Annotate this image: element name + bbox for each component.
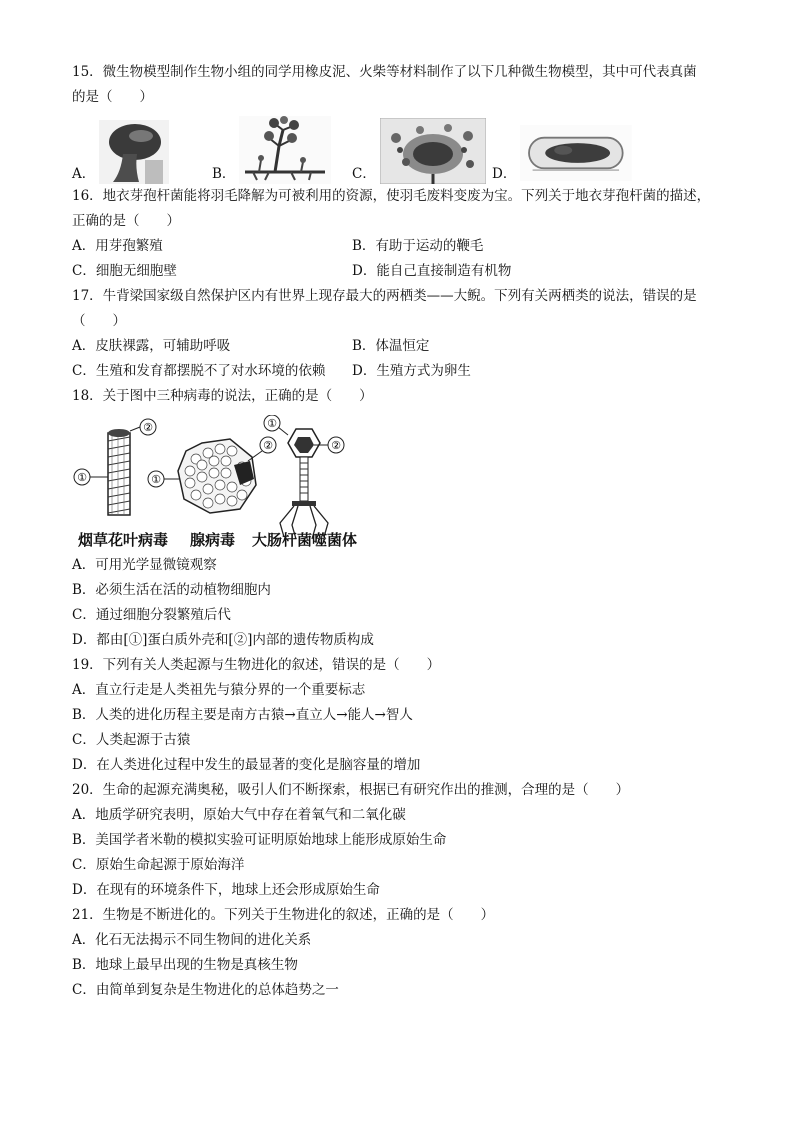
question-20 xyxy=(72,778,732,903)
option-label: B． xyxy=(212,166,236,182)
virus-diagram xyxy=(72,415,372,547)
mold-sporangium-model-image xyxy=(380,118,486,184)
option-label: C． xyxy=(352,166,376,182)
question-16-stem-line2: 正确的是（ ） xyxy=(72,213,180,229)
caption-bacteriophage: 大肠杆菌噬菌体 xyxy=(252,531,358,549)
question-16-option-d: D．能自己直接制造有机物 xyxy=(352,263,512,279)
mold-hyphae-model-image xyxy=(239,116,331,184)
question-17-options-row2 xyxy=(72,359,732,384)
question-17-stem-line2: （ ） xyxy=(72,313,126,329)
question-20-option-d: D．在现有的环境条件下，地球上还会形成原始生命 xyxy=(72,882,380,898)
question-17-option-b: B．体温恒定 xyxy=(352,338,430,354)
tobacco-mosaic-virus-diagram xyxy=(90,427,140,515)
question-16-options-row2 xyxy=(72,259,732,284)
question-15-stem-line2: 的是（ ） xyxy=(72,89,153,105)
tmv-marker-2: ② xyxy=(143,421,153,434)
question-19-option-a: A．直立行走是人类祖先与猿分界的一个重要标志 xyxy=(72,682,366,698)
question-17-option-c: C．生殖和发育都摆脱不了对水环境的依赖 xyxy=(72,363,326,379)
question-19-option-d: D．在人类进化过程中发生的最显著的变化是脑容量的增加 xyxy=(72,757,421,773)
tmv-marker-1: ① xyxy=(77,471,87,484)
adenovirus-marker-1: ① xyxy=(151,473,161,486)
question-15-image-options xyxy=(72,112,732,184)
question-17-stem-line1: 17．牛背梁国家级自然保护区内有世界上现存最大的两栖类——大鲵。下列有关两栖类的说法，错误的是 xyxy=(72,288,697,304)
question-15-option-b xyxy=(212,116,352,184)
question-15-option-a xyxy=(72,120,212,184)
phage-marker-1: ① xyxy=(267,417,277,430)
question-16-options-row1 xyxy=(72,234,732,259)
phage-marker-2: ② xyxy=(331,439,341,452)
exam-page xyxy=(72,60,732,1003)
bacteriophage-diagram xyxy=(278,427,328,539)
question-19-option-c: C．人类起源于古猿 xyxy=(72,732,191,748)
question-16-option-a: A．用芽孢繁殖 xyxy=(72,238,163,254)
bacterium-model-image xyxy=(520,122,632,184)
question-15-option-c xyxy=(352,118,492,184)
question-21 xyxy=(72,903,732,1003)
question-15 xyxy=(72,60,732,184)
question-20-option-a: A．地质学研究表明，原始大气中存在着氧气和二氧化碳 xyxy=(72,807,406,823)
question-21-option-a: A．化石无法揭示不同生物间的进化关系 xyxy=(72,932,312,948)
question-18-option-b: B．必须生活在活的动植物细胞内 xyxy=(72,582,271,598)
question-21-stem: 21．生物是不断进化的。下列关于生物进化的叙述，正确的是（ ） xyxy=(72,907,495,923)
question-20-stem: 20．生命的起源充满奥秘，吸引人们不断探索，根据已有研究作出的推测，合理的是（ ） xyxy=(72,782,630,798)
question-15-stem-line1: 15．微生物模型制作生物小组的同学用橡皮泥、火柴等材料制作了以下几种微生物模型，其中可代表真菌 xyxy=(72,64,697,80)
question-16-option-b: B．有助于运动的鞭毛 xyxy=(352,238,484,254)
question-21-option-c: C．由简单到复杂是生物进化的总体趋势之一 xyxy=(72,982,339,998)
adenovirus-diagram xyxy=(164,439,262,513)
caption-tobacco-mosaic-virus: 烟草花叶病毒 xyxy=(78,531,169,549)
adenovirus-marker-2: ② xyxy=(263,439,273,452)
question-17-options-row1 xyxy=(72,334,732,359)
question-20-option-c: C．原始生命起源于原始海洋 xyxy=(72,857,245,873)
question-19-stem: 19．下列有关人类起源与生物进化的叙述，错误的是（ ） xyxy=(72,657,441,673)
question-19-option-b: B．人类的进化历程主要是南方古猿→直立人→能人→智人 xyxy=(72,707,413,723)
question-17-option-a: A．皮肤裸露，可辅助呼吸 xyxy=(72,338,231,354)
caption-adenovirus: 腺病毒 xyxy=(190,531,236,549)
question-17-option-d: D．生殖方式为卵生 xyxy=(352,363,471,379)
question-17 xyxy=(72,284,732,384)
question-18 xyxy=(72,384,732,653)
question-16-option-c: C．细胞无细胞壁 xyxy=(72,263,177,279)
question-18-option-c: C．通过细胞分裂繁殖后代 xyxy=(72,607,231,623)
question-19 xyxy=(72,653,732,778)
option-label: A． xyxy=(72,166,96,182)
virus-figure xyxy=(72,415,732,547)
question-15-option-d xyxy=(492,122,632,184)
question-18-option-a: A．可用光学显微镜观察 xyxy=(72,557,217,573)
question-16 xyxy=(72,184,732,284)
question-20-option-b: B．美国学者米勒的模拟实验可证明原始地球上能形成原始生命 xyxy=(72,832,447,848)
option-label: D． xyxy=(492,166,517,182)
mushroom-model-image xyxy=(99,120,169,184)
question-21-option-b: B．地球上最早出现的生物是真核生物 xyxy=(72,957,298,973)
question-18-stem: 18．关于图中三种病毒的说法，正确的是（ ） xyxy=(72,388,373,404)
question-16-stem-line1: 16．地衣芽孢杆菌能将羽毛降解为可被利用的资源，使羽毛废料变废为宝。下列关于地衣芽孢杆菌的描述， xyxy=(72,188,711,204)
question-18-option-d: D．都由[①]蛋白质外壳和[②]内部的遗传物质构成 xyxy=(72,632,374,648)
